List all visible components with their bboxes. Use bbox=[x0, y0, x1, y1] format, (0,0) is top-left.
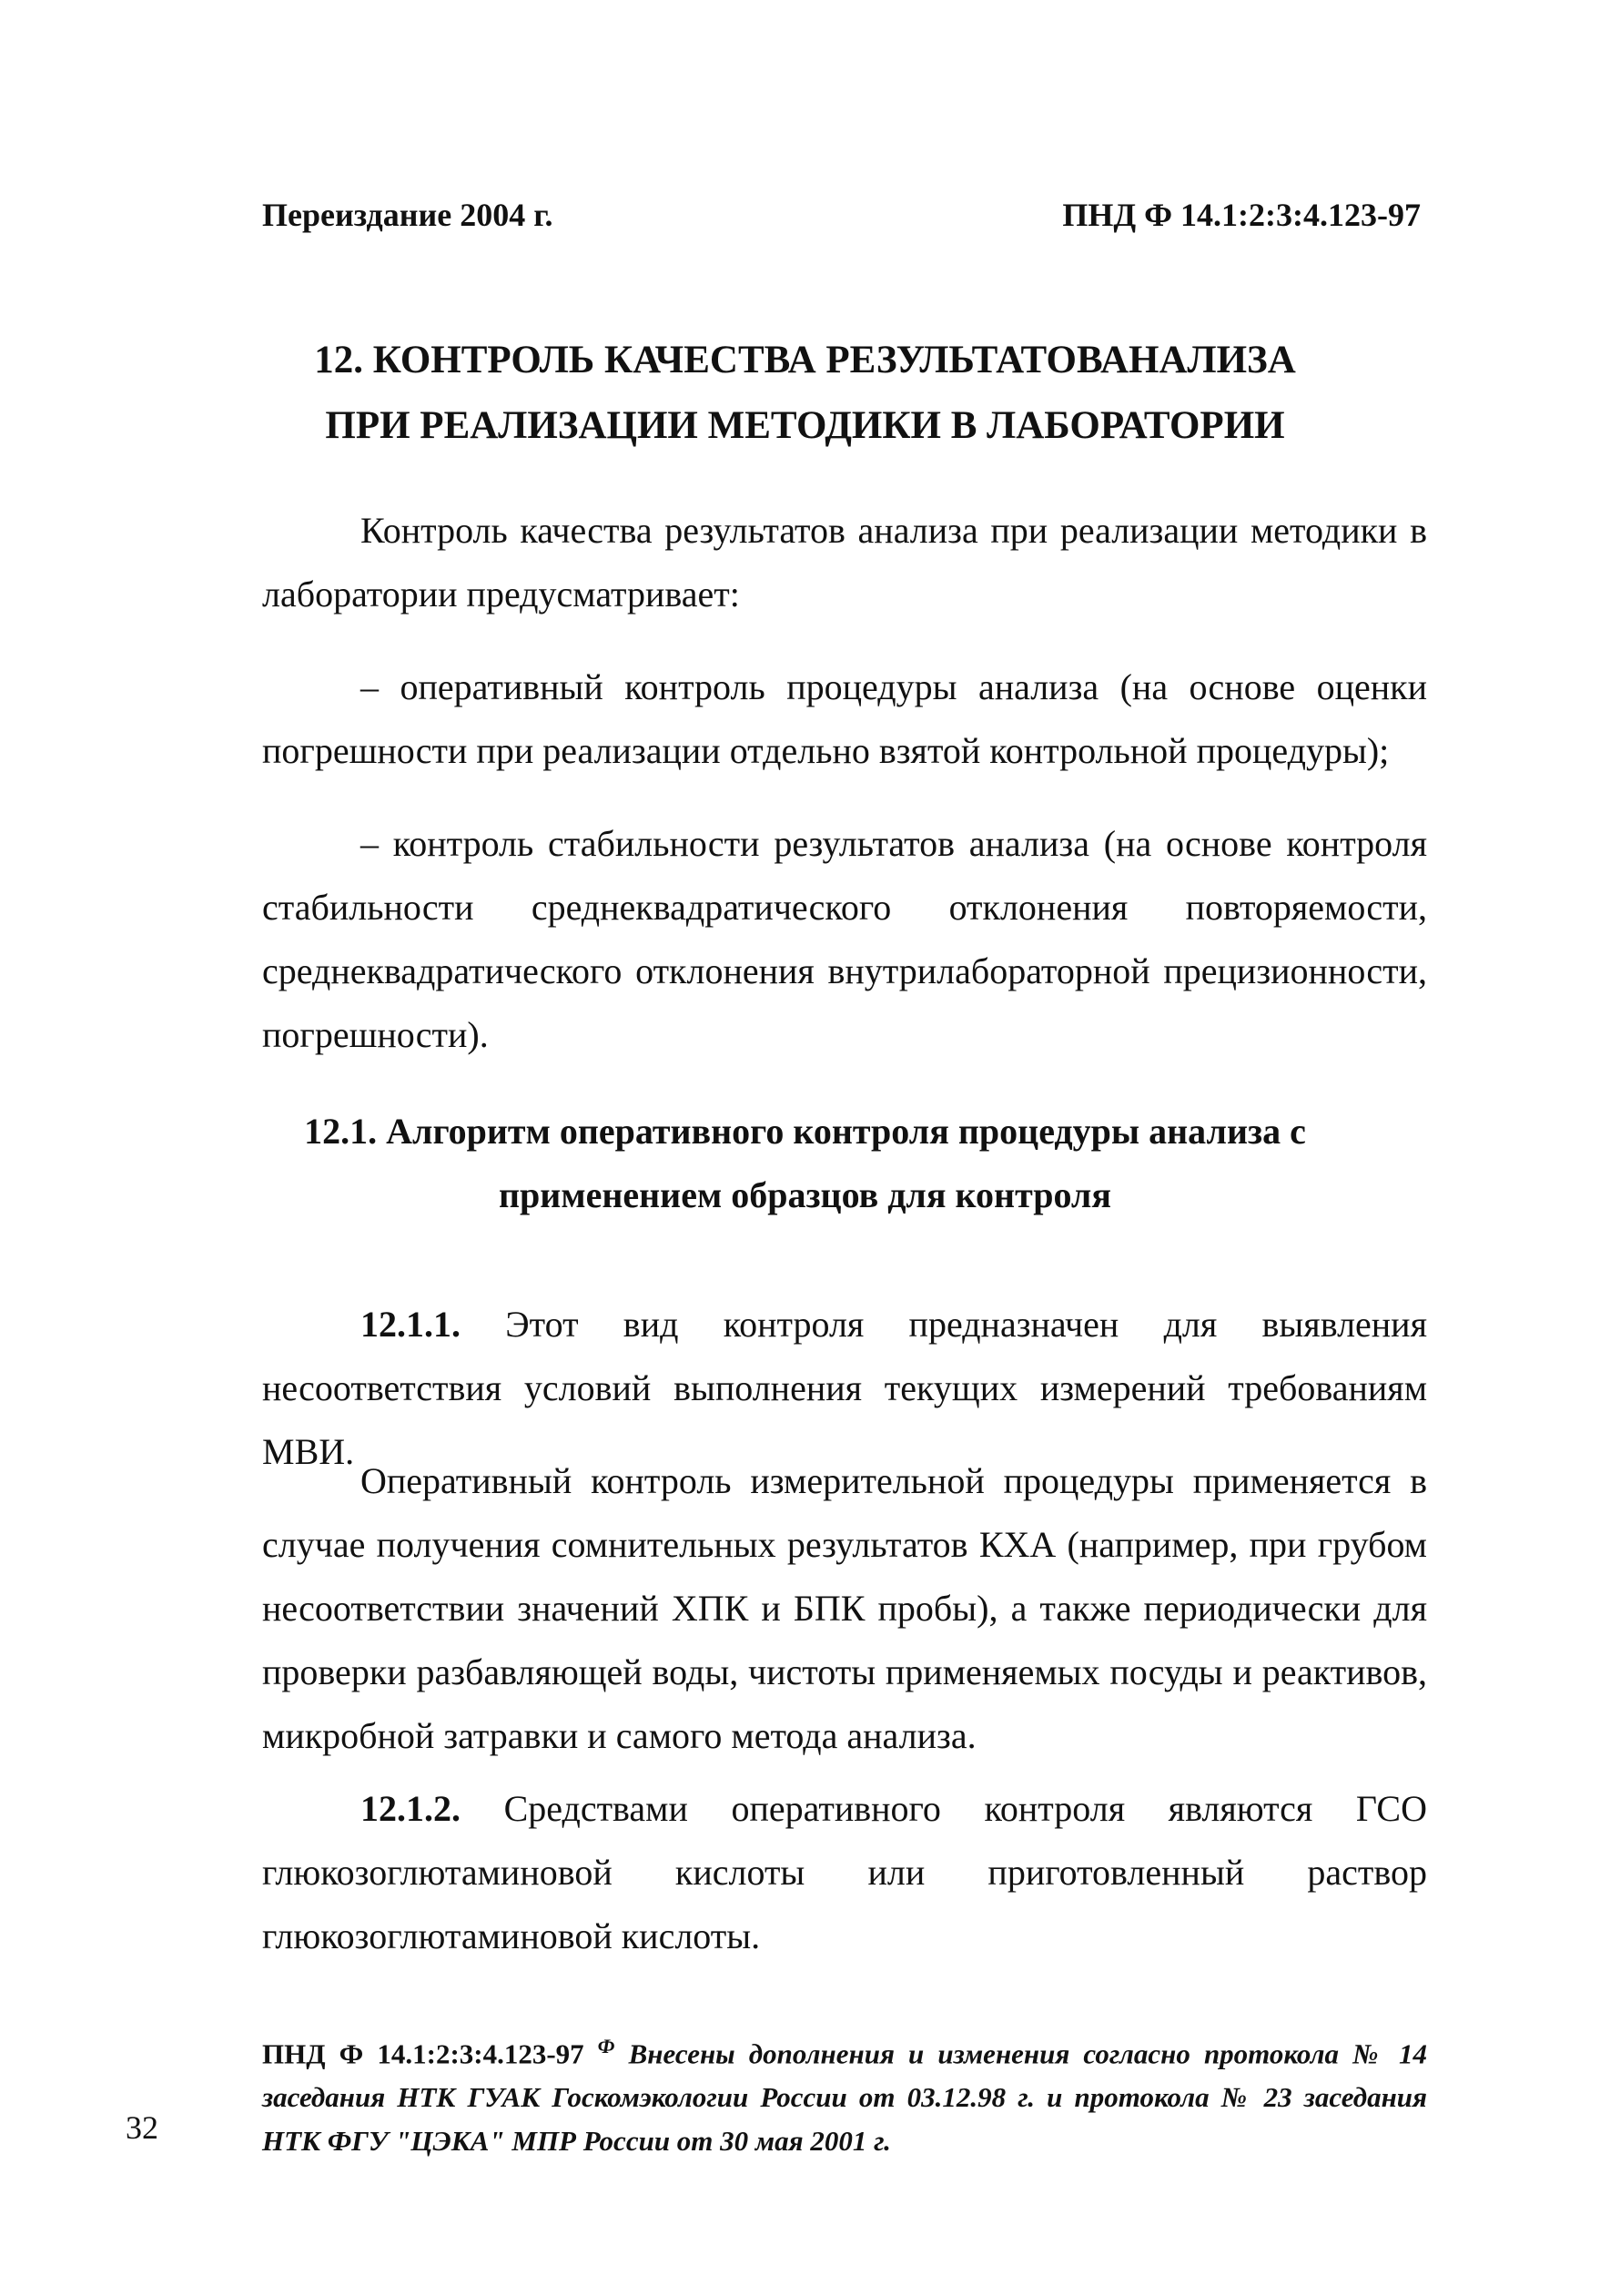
list-item-operative-control bbox=[262, 655, 1427, 783]
list-item-stability-control bbox=[262, 812, 1427, 1067]
section-intro-block bbox=[262, 499, 1427, 626]
document-code: ПНД Ф 14.1:2:3:4.123-97 bbox=[1062, 197, 1421, 233]
subsection-title-line1: 12.1. Алгоритм оперативного контроля процедуры анализа с bbox=[304, 1111, 1306, 1152]
operative-control-paragraph bbox=[262, 1449, 1427, 1768]
edition-label: Переиздание 2004 г. bbox=[262, 197, 553, 233]
list-item-text: – оперативный контроль процедуры анализа (на основе оценки погрешности при реализации отдельно взятой контрольной процедуры); bbox=[262, 666, 1427, 771]
clause-paragraph bbox=[262, 1777, 1427, 1968]
footnote bbox=[262, 2025, 1427, 2163]
footnote-text: Внесены дополнения и изменения согласно протокола № 14 заседания НТК ГУАК Госкомэкологии России от 03.12.98 г. и протокола № 23 заседания НТК ФГУ "ЦЭКА" МПР России от 30 мая 2001 г. bbox=[262, 2037, 1427, 2158]
page-number: 32 bbox=[126, 2109, 158, 2146]
subsection-title-line2: применением образцов для контроля bbox=[498, 1174, 1112, 1215]
clause-text: Этот вид контроля предназначен для выявления несоответствия условий выполнения текущих измерений требованиям МВИ. bbox=[262, 1304, 1427, 1472]
clause-12-1-2 bbox=[262, 1777, 1427, 1968]
paragraph-text: Оперативный контроль измерительной процедуры применяется в случае получения сомнительных результатов КХА (например, при грубом несоответствии значений ХПК и БПК пробы), а также периодически для проверки разбавляющей воды, чистоты применяемых посуды и реактивов, микробной затравки и самого метода анализа. bbox=[262, 1460, 1427, 1756]
section-title-line2: ПРИ РЕАЛИЗАЦИИ МЕТОДИКИ В ЛАБОРАТОРИИ bbox=[325, 404, 1285, 447]
intro-paragraph: Контроль качества результатов анализа при реализации методики в лаборатории предусматривает: bbox=[262, 510, 1427, 615]
section-title-line1: 12. КОНТРОЛЬ КАЧЕСТВА РЕЗУЛЬТАТОВАНАЛИЗА bbox=[314, 339, 1296, 381]
list-item-text: – контроль стабильности результатов анализа (на основе контроля стабильности среднеквадратического отклонения повторяемости, среднеквадратического отклонения внутрилабораторной прецизионности, погрешности). bbox=[262, 823, 1427, 1055]
clause-text: Средствами оперативного контроля являются ГСО глюкозоглютаминовой кислоты или приготовленный раствор глюкозоглютаминовой кислоты. bbox=[262, 1788, 1427, 1956]
footnote-document-code: ПНД Ф 14.1:2:3:4.123-97 bbox=[262, 2037, 584, 2070]
footnote-mark: Ф bbox=[597, 2035, 615, 2057]
clause-number: 12.1.1. bbox=[360, 1304, 461, 1345]
clause-number: 12.1.2. bbox=[360, 1788, 461, 1829]
